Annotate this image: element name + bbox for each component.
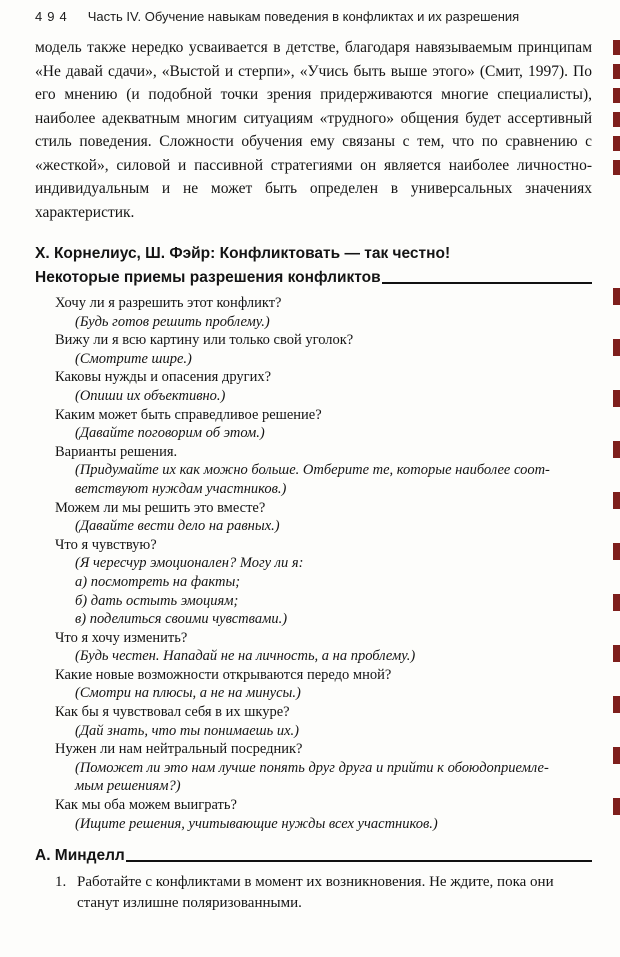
answer-text: (Придумайте их как можно больше. Отберите те, которые наиболее соот-	[75, 462, 550, 479]
scan-artifact	[613, 64, 620, 79]
section2-heading	[35, 846, 592, 865]
question-text: Нужен ли нам нейтральный посредник?	[55, 741, 303, 758]
answer-text: (Давайте вести дело на равных.)	[75, 518, 280, 535]
scan-artifact	[613, 112, 620, 127]
answer-text: б) дать остыть эмоциям;	[75, 592, 239, 609]
answer-text: мым решениям?)	[75, 778, 181, 795]
answer-text: (Смотри на плюсы, а не на минусы.)	[75, 685, 301, 702]
page-number: 494	[35, 9, 72, 24]
answer-text: (Смотрите шире.)	[75, 350, 192, 367]
question-list	[35, 294, 592, 833]
scan-artifact	[613, 390, 620, 407]
qa-item	[35, 443, 592, 499]
qa-item	[35, 294, 592, 331]
scan-artifact	[613, 594, 620, 611]
qa-item	[35, 796, 592, 833]
scan-artifact	[613, 492, 620, 509]
heading-rule	[382, 282, 592, 284]
answer-text: (Будь готов решить проблему.)	[75, 313, 270, 330]
scan-artifact	[613, 339, 620, 356]
scan-artifact	[613, 88, 620, 103]
section1-subheading-text: Некоторые приемы разрешения конфликтов	[35, 269, 381, 286]
numbered-list	[35, 872, 592, 914]
answer-text: (Будь честен. Нападай не на личность, а на проблему.)	[75, 648, 416, 665]
question-text: Как мы оба можем выиграть?	[55, 797, 237, 814]
answer-text: (Ищите решения, учитывающие нужды всех участников.)	[75, 815, 438, 832]
intro-paragraph: модель также нередко усваивается в детстве, благодаря навязываемым принципам «Не давай сдачи», «Выстой и стерпи», «Учись быть выше этого» (Смит, 1997). По его мнению (и подобной точки зрения придерживаются многие специалисты), наиболее адекватным многим ситуациям «трудного» общения будет ассертивный стиль поведения. Сложности обучения ему связаны с тем, что по сравнению с «жесткой», силовой и пассивной стратегиями он является наиболее личностно-индивидуальным и не может быть определен в универсальных значениях характеристик.	[35, 39, 592, 221]
answer-text: (Давайте поговорим об этом.)	[75, 425, 265, 442]
answer-text: а) посмотреть на факты;	[75, 573, 241, 590]
section2-heading-text: А. Минделл	[35, 847, 125, 865]
answer-text: (Я чересчур эмоционален? Могу ли я:	[75, 555, 304, 572]
heading-rule	[126, 860, 592, 862]
question-text: Можем ли мы решить это вместе?	[55, 499, 266, 516]
question-text: Каковы нужды и опасения других?	[55, 369, 272, 386]
scan-artifact	[613, 798, 620, 815]
chapter-title: Часть IV. Обучение навыкам поведения в конфликтах и их разрешения	[87, 9, 520, 24]
answer-text: (Поможет ли это нам лучше понять друг друга и прийти к обоюдоприемле-	[75, 759, 549, 776]
answer-text: ветствуют нуждам участников.)	[75, 480, 287, 497]
question-text: Хочу ли я разрешить этот конфликт?	[55, 295, 282, 311]
question-text: Что я хочу изменить?	[55, 629, 188, 646]
scan-artifact	[613, 543, 620, 560]
question-text: Вижу ли я всю картину или только свой уголок?	[55, 332, 354, 349]
qa-item	[35, 629, 592, 666]
answer-text: в) поделиться своими чувствами.)	[75, 611, 288, 628]
question-text: Варианты решения.	[55, 443, 178, 460]
question-text: Какие новые возможности открываются передо мной?	[55, 666, 392, 683]
scan-artifact	[613, 40, 620, 55]
qa-item	[35, 331, 592, 368]
answer-text: (Дай знать, что ты понимаешь их.)	[75, 722, 299, 739]
qa-item	[35, 368, 592, 405]
scan-artifact	[613, 288, 620, 305]
qa-item	[35, 536, 592, 629]
scan-artifact	[613, 747, 620, 764]
item-text: Работайте с конфликтами в момент их возникновения. Не ждите, пока они станут излишне поляризованными.	[77, 874, 554, 912]
qa-item	[35, 499, 592, 536]
scan-artifact	[613, 696, 620, 713]
section1-subheading	[35, 268, 592, 287]
scan-artifact	[613, 136, 620, 151]
section1-heading: Х. Корнелиус, Ш. Фэйр: Конфликтовать — так честно!	[35, 245, 451, 262]
question-text: Что я чувствую?	[55, 536, 157, 553]
question-text: Как бы я чувствовал себя в их шкуре?	[55, 704, 290, 721]
answer-text: (Опиши их объективно.)	[75, 387, 226, 404]
item-number: 1.	[55, 874, 67, 891]
qa-item	[35, 740, 592, 796]
scan-artifact	[613, 160, 620, 175]
numbered-item	[35, 872, 592, 914]
scan-artifact	[613, 645, 620, 662]
qa-item	[35, 703, 592, 740]
question-text: Каким может быть справедливое решение?	[55, 406, 322, 423]
page-header	[35, 9, 592, 24]
qa-item	[35, 406, 592, 443]
qa-item	[35, 666, 592, 703]
scan-artifact	[613, 441, 620, 458]
